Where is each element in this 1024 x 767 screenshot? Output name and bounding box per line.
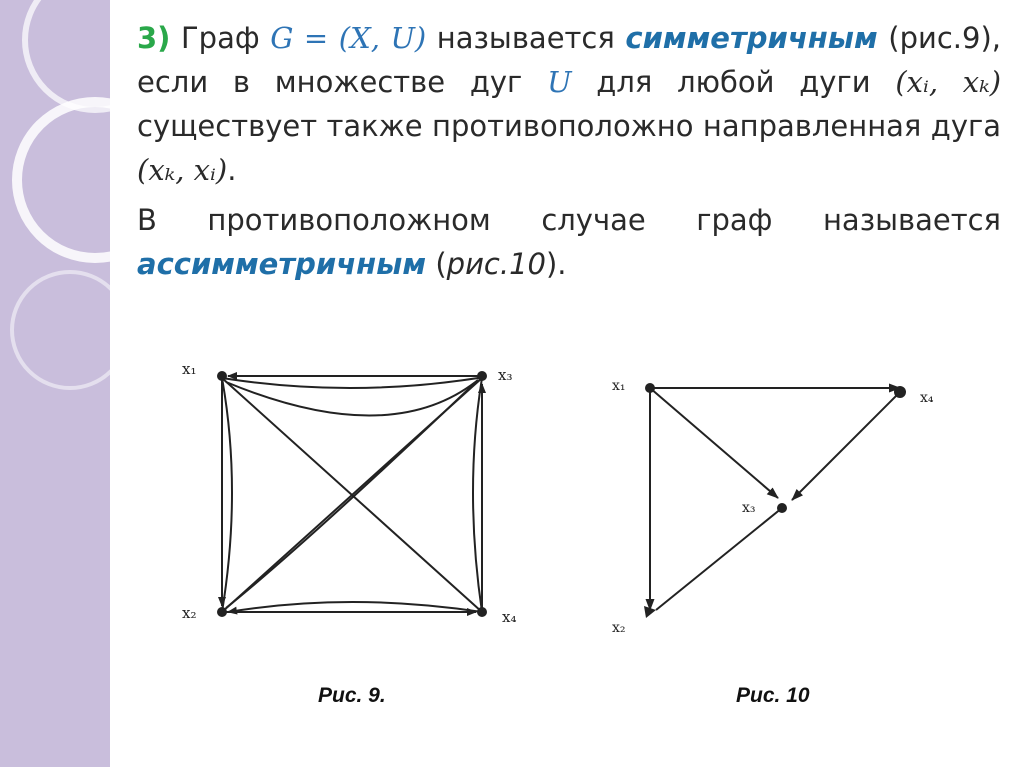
text-condition: (рис.9), если в множестве дуг [137, 21, 1001, 99]
var-u: U [547, 65, 572, 99]
figure-ref: рис.10 [446, 247, 546, 281]
figure-9-graph [160, 340, 540, 640]
node-x4 [477, 607, 487, 617]
node-x1 [645, 383, 655, 393]
text-otherwise: В противоположном случае граф называется [137, 203, 1001, 237]
node-x3 [777, 503, 787, 513]
ref-open: ( [435, 247, 447, 281]
decorative-rings-icon [0, 0, 110, 767]
item-number: 3) [137, 21, 171, 55]
term-asymmetric: ассимметричным [137, 247, 427, 281]
node-x2 [217, 607, 227, 617]
caption-figure-10: Рис. 10 [736, 684, 810, 707]
node-x1 [217, 371, 227, 381]
label-x1: x₁ [182, 360, 197, 378]
caption-figure-9: Рис. 9. [318, 684, 386, 707]
arc-x3-x4 [473, 378, 482, 612]
text-exists: существует также противоположно направленная дуга [137, 109, 1001, 143]
formula-graph: G = (X, U) [270, 21, 427, 55]
label-x4: x₄ [502, 608, 517, 626]
label-x3: x₃ [742, 500, 756, 516]
text-period: . [227, 153, 237, 187]
pair-ik: (xᵢ, xₖ) [895, 65, 1002, 99]
node-x4 [894, 386, 906, 398]
pair-ki: (xₖ, xᵢ) [137, 153, 228, 187]
asymmetric-paragraph [137, 198, 1001, 286]
arc-x1-x3 [650, 388, 778, 498]
ref-close: ). [545, 247, 567, 281]
arc-x1-x3-curve [226, 380, 478, 416]
label-x4: x₄ [920, 390, 934, 406]
arc-x1-x3 [222, 378, 478, 388]
arc-x2-x1 [222, 378, 232, 612]
text-graph: Граф [180, 21, 260, 55]
decorative-side-band [0, 0, 110, 767]
arc-x4-x3 [792, 392, 900, 500]
definition-paragraph [137, 16, 1001, 192]
label-x2: x₂ [182, 604, 197, 622]
arc-x4-x2 [228, 602, 482, 612]
label-x2: x₂ [612, 620, 626, 636]
label-x3: x₃ [498, 366, 513, 384]
text-any-arc: для любой дуги [596, 65, 871, 99]
slide-text [137, 16, 1001, 286]
arc-x3-x2 [656, 508, 782, 610]
figure-10-graph [600, 340, 970, 640]
term-symmetric: симметричным [625, 21, 878, 55]
label-x1: x₁ [612, 378, 626, 394]
node-x3 [477, 371, 487, 381]
text-called: называется [436, 21, 615, 55]
